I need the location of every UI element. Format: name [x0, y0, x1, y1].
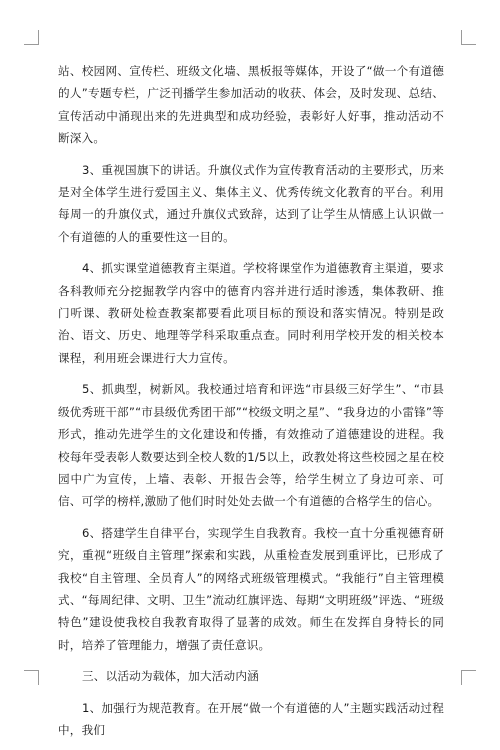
document-body [58, 60, 444, 750]
paragraph-2: 3、重视国旗下的讲话。升旗仪式作为宣传教育活动的主要形式，历来是对全体学生进行爱国主义、集体主义、优秀传统文化教育的平台。利用每周一的升旗仪式，通过升旗仪式致辞，达到了让学生从情感上认识做一个有道德的人的重要性这一目的。 [58, 162, 444, 244]
crop-mark-bottom-left [24, 670, 39, 685]
section-heading: 三、以活动为载体，加大活动内涵 [82, 669, 259, 684]
paragraph-3: 4、抓实课堂道德教育主渠道。学校将课堂作为道德教育主渠道，要求各科教师充分挖掘教学内容中的德育内容并进行适时渗透，集体教研、推门听课、教研处检查教案都要看此项目标的预设和落实情况。特别是政治、语文、历史、地理等学科采取重点查。同时利用学校开发的相关校本课程，利用班会课进行大力宣传。 [58, 261, 444, 365]
crop-mark-bottom-right [461, 670, 476, 685]
paragraph-5: 6、搭建学生自律平台，实现学生自我教育。我校一直十分重视德育研究，重视“班级自主管理”探索和实践，从重检查发展到重评比，已形成了我校“自主管理、全员育人”的网络式班级管理模式。“我能行”自主管理模式、“每周纪律、文明、卫生”流动红旗评选、每期“文明班级”评选、“班级特色”建设使我校自我教育取得了显著的成效。师生在发挥自身特长的同时，培养了管理能力，增强了责任意识。 [58, 525, 444, 652]
crop-mark-top-right [461, 30, 476, 45]
paragraph-6: 1、加强行为规范教育。在开展“做一个有道德的人”主题实践活动过程中，我们 [58, 700, 445, 737]
paragraph-1: 站、校园网、宣传栏、班级文化墙、黑板报等媒体，开设了“做一个有道德的人”专题专栏，广泛刊播学生参加活动的收获、体会，及时发现、总结、宣传活动中涌现出来的先进典型和成功经验，表彰好人好事，推动活动不断深入。 [58, 64, 444, 146]
crop-mark-top-left [24, 30, 39, 45]
paragraph-4: 5、抓典型，树新风。我校通过培育和评选“市县级三好学生”、“市县级优秀班干部”“市县级优秀团干部”“校级文明之星”、“我身边的小雷锋”等形式，推动先进学生的文化建设和传播，有效推动了道德建设的进程。我校每年受表彰人数要达到全校人数的1/5以上，政教处将这些校园之星在校园中广为宣传，上墙、表彰、开报告会等，给学生树立了身边可亲、可信、可学的榜样,激励了他们时时处处去做一个有道德的合格学生的信心。 [58, 382, 444, 509]
